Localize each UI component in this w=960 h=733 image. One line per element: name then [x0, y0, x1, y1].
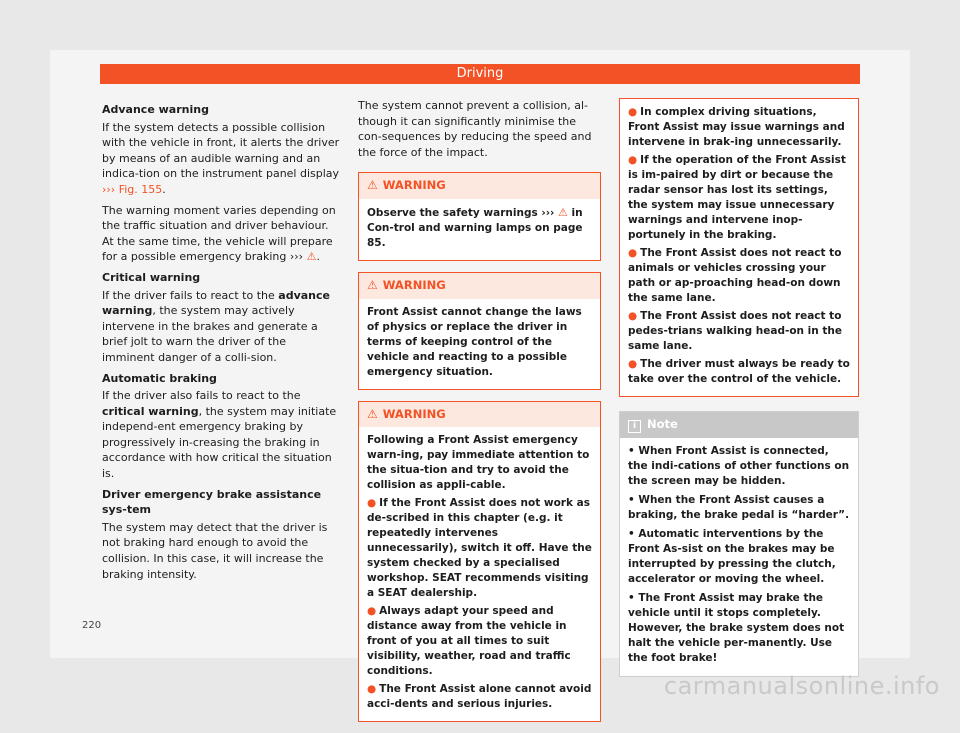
paragraph: The system may detect that the driver is not braking hard enough to avoid the collision. In this case, it will increase the braking intensity.	[102, 520, 328, 581]
warning-triangle-icon: ⚠	[367, 406, 378, 421]
warning-header: ⚠ WARNING	[359, 273, 600, 299]
column-middle	[358, 98, 601, 733]
paragraph: If the driver also fails to react to the critical warning, the system may initiate independ-ent emergency braking by progressively in-creasing the braking in accordance with how critical the situation is.	[102, 389, 337, 481]
warning-box-1: ⚠ WARNING Observe the safety warnings ››› ⚠ in Con-trol and warning lamps on page 85.	[358, 172, 601, 261]
bullet-icon: ●	[628, 310, 638, 322]
heading-critical-warning: Critical warning	[102, 270, 201, 284]
bullet-icon: ●	[628, 154, 638, 166]
paragraph: The system cannot prevent a collision, al-though it can significantly minimise the con-sequences by reducing the speed and the force of the impact.	[358, 99, 592, 159]
warning-header: ⚠ WARNING	[359, 402, 600, 428]
section-header: Driving	[100, 64, 860, 84]
warning-box-continued: ● In complex driving situations, Front Assist may issue warnings and intervene in brak-ing unnecessarily. ● If the operation of the Front Assist is im-paired by dirt or because the radar sensor has lost its settings, the system may issue unnecessary warnings and intervene inop-portunely in the braking. ● The Front Assist does not react to animals or vehicles crossing your path or ap-proaching head-on down the same lane. ● The Front Assist does not react to pedes-trians walking head-on in the same lane. ● The driver must always be ready to take over the control of the vehicle.	[619, 98, 859, 397]
heading-brake-assistance: Driver emergency brake assistance sys-tem	[102, 487, 322, 517]
bullet-icon: ●	[628, 247, 638, 259]
bullet-icon: ●	[367, 497, 377, 510]
note-box: i Note • When Front Assist is connected, the indi-cations of other functions on the screen may be hidden. • When the Front Assist causes a braking, the brake pedal is “harder”. • Automatic interventions by the Front As-sist on the brakes may be interrupted by pressing the clutch, accelerator or moving the wheel. • The Front Assist may brake the vehicle until it stops completely. However, the brake system does not halt the vehicle per-manently. Use the foot brake!	[619, 411, 859, 677]
warning-triangle-icon[interactable]: ⚠	[558, 205, 568, 219]
paragraph: The warning moment varies depending on the traffic situation and driver behaviour. At the same time, the vehicle will prepare for a possible emergency braking ››› ⚠.	[102, 203, 336, 264]
note-header: i Note	[620, 412, 858, 438]
page-number: 220	[82, 620, 102, 631]
paragraph: If the system detects a possible collision with the vehicle in front, it alerts the driver by means of an audible warning and an indica-tion on the instrument panel display ››› Fig. 155.	[102, 120, 340, 196]
figure-link[interactable]: ››› Fig. 155	[102, 182, 163, 196]
heading-advance-warning: Advance warning	[102, 103, 209, 116]
info-icon: i	[628, 420, 641, 433]
column-right	[619, 98, 859, 677]
bullet-icon: ●	[628, 106, 638, 118]
warning-header: ⚠ WARNING	[359, 173, 600, 199]
paragraph: If the driver fails to react to the advance warning, the system may actively intervene in the brakes and generate a brief jolt to warn the driver of the imminent danger of a colli-sion.	[102, 288, 330, 364]
warning-triangle-icon: ⚠	[367, 277, 378, 292]
column-left	[102, 98, 342, 587]
warning-triangle-icon: ⚠	[367, 178, 378, 193]
watermark: carmanualsonline.info	[663, 672, 940, 700]
warning-triangle-icon[interactable]: ⚠	[306, 250, 317, 264]
bullet-icon: ●	[367, 605, 377, 618]
warning-box-3: ⚠ WARNING Following a Front Assist emergency warn-ing, pay immediate attention to the situa-tion and try to avoid the collision as appli-cable. ● If the Front Assist does not work as de-scribed in this chapter (e.g. it repeatedly intervenes unnecessarily), switch it off. Have the system checked by a specialised workshop. SEAT recommends visiting a SEAT dealership. ● Always adapt your speed and distance away from the vehicle in front of you at all times to suit visibility, weather, road and traffic conditions. ● The Front Assist alone cannot avoid acci-dents and serious injuries.	[358, 401, 601, 723]
warning-box-2: ⚠ WARNING Front Assist cannot change the laws of physics or replace the driver in terms of keeping control of the vehicle and reacting to a possible emergency situation.	[358, 272, 601, 390]
bullet-icon: ●	[628, 358, 638, 370]
bullet-icon: ●	[367, 683, 377, 696]
heading-automatic-braking: Automatic braking	[102, 371, 217, 385]
